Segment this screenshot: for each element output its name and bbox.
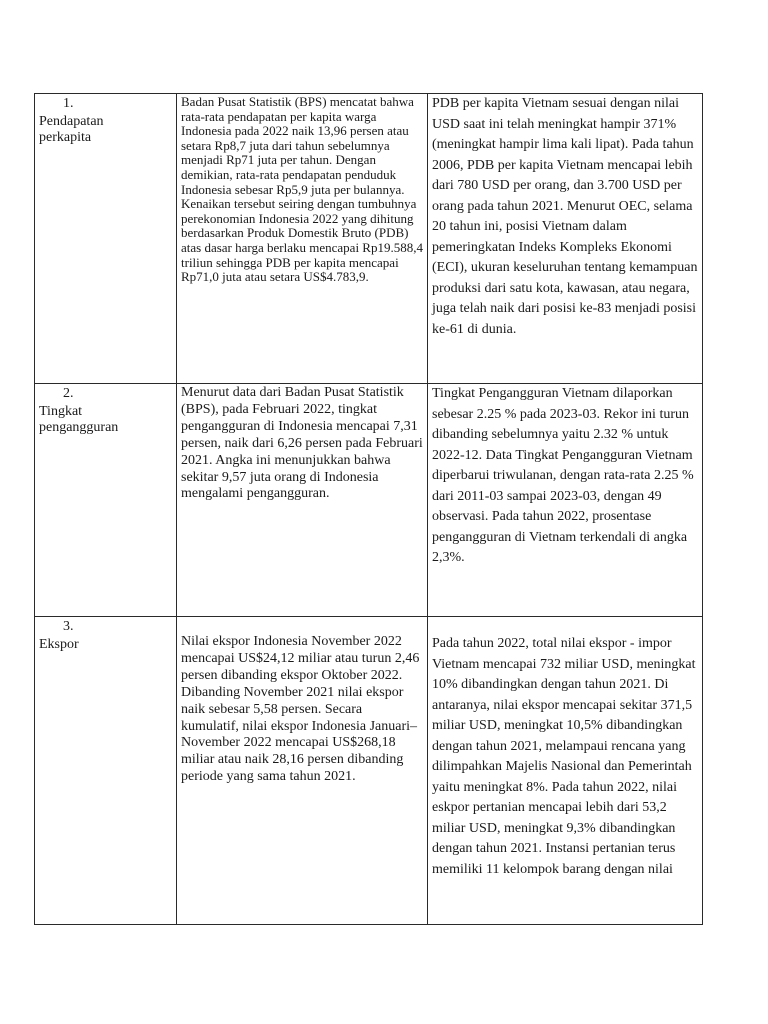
row-number: 2. <box>63 386 74 401</box>
table-row <box>35 384 703 617</box>
vietnam-cell <box>428 617 703 925</box>
row-number: 3. <box>63 619 74 634</box>
indonesia-cell <box>177 617 428 925</box>
indonesia-cell <box>177 94 428 384</box>
indicator-cell <box>35 384 177 617</box>
indicator-label: Ekspor <box>39 637 79 652</box>
indonesia-cell <box>177 384 428 617</box>
table-row <box>35 617 703 925</box>
indonesia-text: Nilai ekspor Indonesia November 2022 mencapai US$24,12 miliar atau turun 2,46 persen dibanding ekspor Oktober 2022. Dibanding November 2021 nilai ekspor naik sebesar 5,58 persen. Secara kumulatif, nilai ekspor Indonesia Januari–November 2022 mencapai US$268,18 miliar atau naik 28,16 persen dibanding periode yang sama tahun 2021. <box>181 634 420 785</box>
vietnam-cell <box>428 384 703 617</box>
vietnam-text: Tingkat Pengangguran Vietnam dilaporkan sebesar 2.25 % pada 2023-03. Rekor ini turun dibanding sebelumnya yaitu 2.32 % untuk 2022-12. Data Tingkat Pengangguran Vietnam diperbarui triwulanan, dengan rata-rata 2.25 % dari 2011-03 sampai 2023-03, dengan 49 observasi. Pada tahun 2022, prosentase pengangguran di Vietnam terkendali di angka 2,3%. <box>432 386 694 565</box>
indonesia-text: Menurut data dari Badan Pusat Statistik (BPS), pada Februari 2022, tingkat pengangguran di Indonesia mencapai 7,31 persen, naik dari 6,26 persen pada Februari 2021. Angka ini menunjukkan bahwa sekitar 9,57 juta orang di Indonesia mengalami pengangguran. <box>181 385 423 502</box>
vietnam-text: PDB per kapita Vietnam sesuai dengan nilai USD saat ini telah meningkat hampir 371% (meningkat hampir lima kali lipat). Pada tahun 2006, PDB per kapita Vietnam mencapai lebih dari 780 USD per orang, dan 3.700 USD per orang pada tahun 2021. Menurut OEC, selama 20 tahun ini, posisi Vietnam dalam pemeringkatan Indeks Kompleks Ekonomi (ECI), ukuran keseluruhan tentang kemampuan produksi dari satu kota, kawasan, atau negara, juga telah naik dari posisi ke-83 menjadi posisi ke-61 di dunia. <box>432 96 698 337</box>
row-number: 1. <box>63 96 74 111</box>
indicator-cell <box>35 617 177 925</box>
indicator-label: Pendapatan perkapita <box>39 114 104 145</box>
indicator-label: Tingkat pengangguran <box>39 404 119 435</box>
vietnam-text: Pada tahun 2022, total nilai ekspor - impor Vietnam mencapai 732 miliar USD, meningkat 10% dibandingkan dengan tahun 2021. Di antaranya, nilai ekspor mencapai sekitar 371,5 miliar USD, meningkat 10,5% dibandingkan dengan tahun 2021, melampaui rencana yang dilimpahkan Majelis Nasional dan Pemerintah yaitu meningkat 8%. Pada tahun 2022, nilai eskpor pertanian mencapai lebih dari 53,2 miliar USD, meningkat 9,3% dibandingkan dengan tahun 2021. Instansi pertanian terus memiliki 11 kelompok barang dengan nilai <box>432 636 696 877</box>
indonesia-text: Badan Pusat Statistik (BPS) mencatat bahwa rata-rata pendapatan per kapita warga Indonesia pada 2022 naik 13,96 persen atau setara Rp8,7 juta dari tahun sebelumnya menjadi Rp71 juta per tahun. Dengan demikian, rata-rata pendapatan penduduk Indonesia sebesar Rp5,9 juta per bulannya. Kenaikan tersebut seiring dengan tumbuhnya perekonomian Indonesia 2022 yang dihitung berdasarkan Produk Domestik Bruto (PDB) atas dasar harga berlaku mencapai Rp19.588,4 triliun sehingga PDB per kapita mencapai Rp71,0 juta atau setara US$4.783,9. <box>181 94 423 285</box>
indicator-cell <box>35 94 177 384</box>
table-row <box>35 94 703 384</box>
comparison-table <box>34 93 703 925</box>
vietnam-cell <box>428 94 703 384</box>
